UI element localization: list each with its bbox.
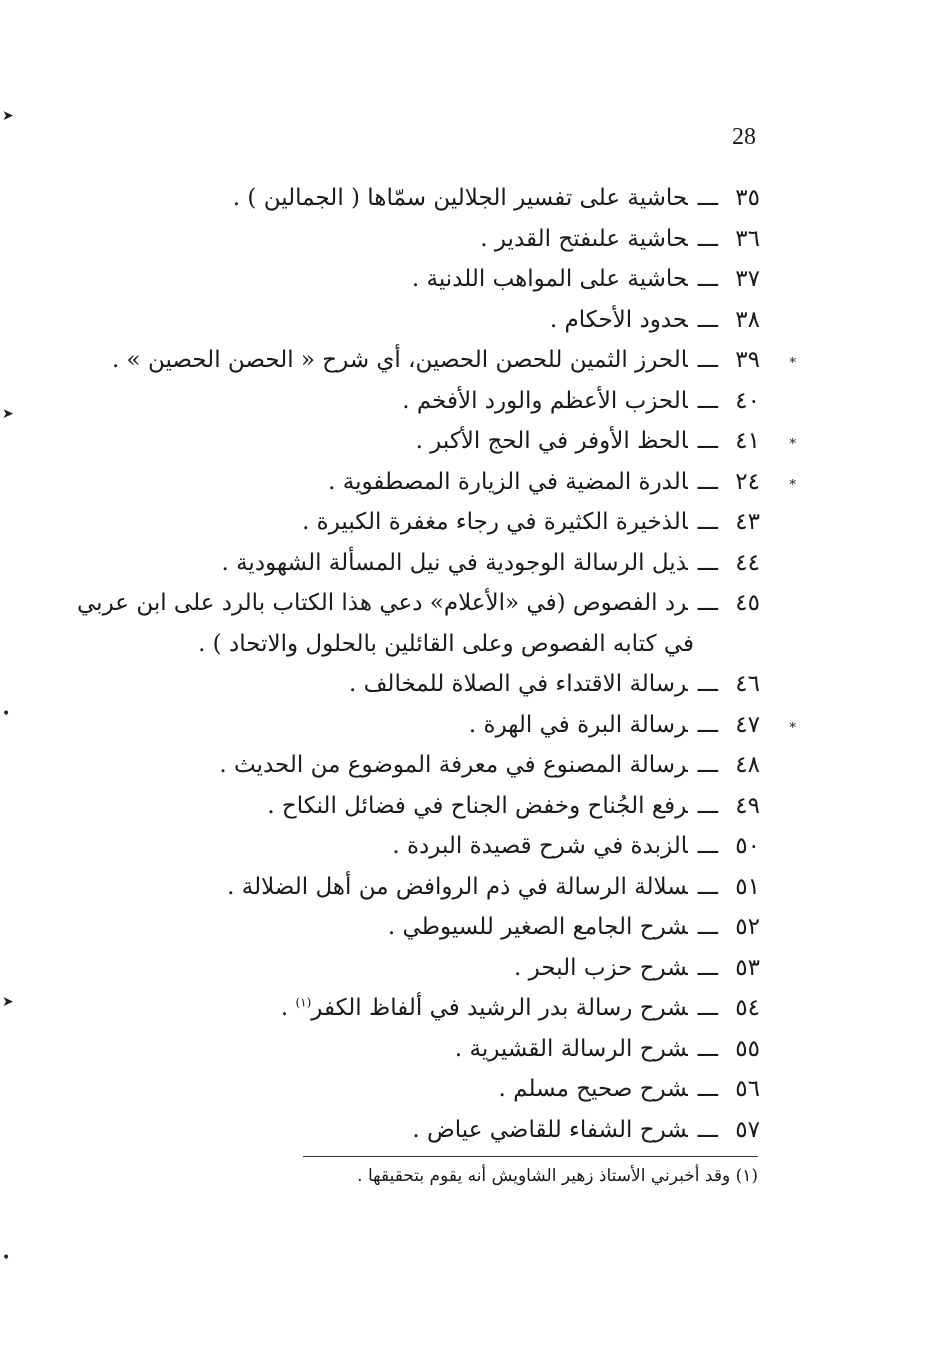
dash: ـــ (697, 1035, 718, 1062)
scan-margin-mark: • (2, 1250, 11, 1266)
dash: ـــ (697, 752, 718, 778)
scan-margin-mark: ➤ (2, 994, 14, 1010)
item-title: شرح رسالة بدر الرشيد في ألفاظ الكفر (311, 995, 688, 1021)
item-title-continuation: في كتابه الفصوص وعلى القائلين بالحلول والاتحاد ) . (198, 630, 694, 657)
dash: ـــ (697, 833, 718, 859)
item-title: شرح صحيح مسلم . (498, 1076, 688, 1102)
dash: ـــ (697, 873, 718, 900)
item-title: الحظ الأوفر في الحج الأكبر . (415, 428, 688, 454)
item-title: رسالة البرة في الهرة . (468, 711, 688, 738)
item-number: ٥٢ (735, 914, 760, 940)
star-marker: * (789, 720, 796, 736)
list-item (80, 300, 760, 341)
list-item (80, 259, 760, 300)
item-title: شرح الجامع الصغير للسيوطي . (387, 914, 688, 940)
dash: ـــ (697, 387, 718, 414)
item-number: ٥٥ (735, 1035, 760, 1062)
item-number: ٤٩ (735, 792, 760, 819)
star-marker: * (789, 437, 796, 452)
item-number: ٣٦ (735, 225, 760, 252)
list-item (80, 1029, 760, 1070)
dash: ـــ (697, 428, 718, 454)
item-number: ٣٨ (735, 306, 760, 333)
list-item (80, 1110, 760, 1151)
item-title: رد الفصوص (في «الأعلام» دعي هذا الكتاب بالرد على ابن عربي (77, 590, 688, 616)
item-number: ٤٠ (735, 387, 760, 414)
list-item (80, 664, 760, 705)
scan-margin-mark: ➤ (2, 108, 14, 124)
dash: ـــ (697, 225, 718, 252)
item-number: ٥٣ (735, 954, 760, 981)
dash: ـــ (697, 468, 718, 495)
list-item (80, 705, 796, 746)
item-number: ٤٨ (735, 752, 760, 778)
star-marker: * (789, 477, 796, 493)
item-number: ٥١ (735, 873, 760, 900)
item-title: رسالة الاقتداء في الصلاة للمخالف . (349, 671, 688, 697)
item-number: ٤٧ (735, 711, 760, 738)
dash: ـــ (697, 671, 718, 697)
item-number: ٤٤ (735, 549, 760, 576)
item-number: ٣٧ (735, 266, 760, 292)
item-number: ٣٥ (735, 185, 760, 211)
item-title: حاشية على تفسير الجلالين سمّاها ( الجمالين ) . (232, 185, 688, 211)
item-number: ٥٦ (735, 1076, 760, 1102)
dash: ـــ (697, 509, 718, 535)
list-item (80, 786, 760, 827)
footnote-separator (303, 1156, 758, 1157)
item-title: سلالة الرسالة في ذم الروافض من أهل الضلالة . (227, 873, 688, 900)
list-item (80, 907, 760, 948)
item-title: حاشية على المواهب اللدنية . (411, 266, 688, 292)
dash: ـــ (697, 995, 718, 1021)
item-title: شرح الشفاء للقاضي عياض . (412, 1116, 688, 1143)
list-item (80, 948, 760, 989)
list-item (80, 462, 796, 503)
dash: ـــ (697, 185, 718, 211)
item-title: الدرة المضية في الزيارة المصطفوية . (328, 468, 688, 495)
dash: ـــ (697, 549, 718, 576)
item-number: ٥٤ (735, 995, 760, 1021)
item-title: حاشية علىفتح القدير . (480, 225, 688, 252)
list-item (80, 745, 760, 786)
list-item (80, 502, 760, 543)
page-number: 28 (732, 124, 756, 150)
item-title: رسالة المصنوع في معرفة الموضوع من الحديث . (219, 752, 688, 778)
item-title: ذيل الرسالة الوجودية في نيل المسألة الشهودية . (221, 549, 688, 576)
item-number: ٤٣ (735, 509, 760, 535)
item-title: حدود الأحكام . (549, 306, 688, 333)
item-number: ٢٤ (735, 468, 760, 495)
dash: ـــ (697, 306, 718, 333)
item-number: ٤١ (735, 428, 760, 454)
dash: ـــ (697, 792, 718, 819)
star-marker: * (789, 356, 796, 371)
item-title: شرح حزب البحر . (514, 954, 688, 981)
list-item (77, 583, 760, 624)
item-number: ٣٩ (735, 347, 760, 373)
list-item-continuation (80, 624, 760, 665)
footnote: (١) وقد أخبرني الأستاذ زهير الشاويش أنه يقوم بتحقيقها . (357, 1166, 758, 1186)
list-item (80, 988, 760, 1029)
dash: ـــ (697, 347, 718, 373)
item-title-end: . (280, 995, 296, 1021)
dash: ـــ (697, 266, 718, 292)
list-item (80, 340, 796, 381)
list-item (80, 867, 760, 908)
dash: ـــ (697, 1116, 718, 1143)
footnote-reference: (١) (295, 995, 312, 1010)
list-item (80, 1069, 760, 1110)
list-item (80, 543, 760, 584)
list-item (80, 826, 760, 867)
book-list (77, 178, 796, 1150)
dash: ـــ (697, 914, 718, 940)
dash: ـــ (697, 954, 718, 981)
item-title: الحزب الأعظم والورد الأفخم . (402, 387, 688, 414)
item-title: الزبدة في شرح قصيدة البردة . (392, 833, 688, 859)
list-item (80, 219, 760, 260)
dash: ـــ (697, 1076, 718, 1102)
dash: ـــ (697, 590, 718, 616)
dash: ـــ (697, 711, 718, 738)
item-number: ٤٦ (735, 671, 760, 697)
item-title: شرح الرسالة القشيرية . (454, 1035, 688, 1062)
list-item (80, 381, 760, 422)
item-number: ٥٧ (735, 1116, 760, 1143)
item-number: ٥٠ (735, 833, 760, 859)
item-title: الحرز الثمين للحصن الحصين، أي شرح « الحصن الحصين » . (111, 347, 688, 373)
item-title: الذخيرة الكثيرة في رجاء مغفرة الكبيرة . (302, 509, 688, 535)
item-number: ٤٥ (735, 590, 760, 616)
list-item (80, 178, 760, 219)
scan-margin-mark: • (2, 706, 11, 722)
item-title: رفع الجُناح وخفض الجناح في فضائل النكاح . (267, 792, 688, 819)
scan-margin-mark: ➤ (2, 406, 14, 422)
list-item (80, 421, 796, 462)
